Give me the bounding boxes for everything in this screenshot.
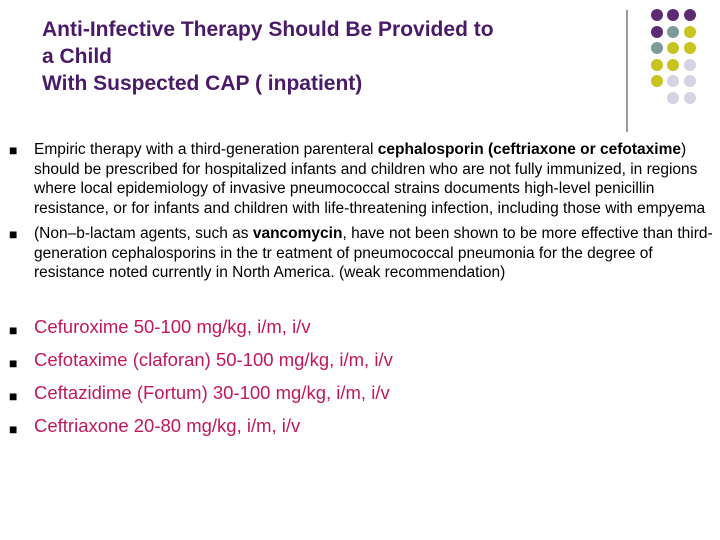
drug-item xyxy=(8,348,713,372)
square-bullet-icon: ■ xyxy=(9,387,18,404)
decorative-dot xyxy=(651,75,663,87)
square-bullet-icon: ■ xyxy=(9,321,18,338)
decorative-dot xyxy=(667,59,679,71)
text-segment: , have not been shown to be more effective than third-generation cephalosporins in the tr eatment of pneumococcal pneumonia for the degree of resistance noted currently in North America. (weak recommendation) xyxy=(34,225,713,281)
decorative-dot xyxy=(651,42,663,54)
bold-term: cephalosporin xyxy=(377,141,484,158)
decorative-dot xyxy=(667,42,679,54)
drug-item xyxy=(8,315,713,339)
decorative-dot xyxy=(651,59,663,71)
square-bullet-icon: ■ xyxy=(9,354,18,371)
decorative-dot xyxy=(684,42,696,54)
square-bullet-icon: ■ xyxy=(9,142,18,158)
decorative-dot xyxy=(667,75,679,87)
square-bullet-icon: ■ xyxy=(9,226,18,242)
drug-text: Ceftazidime (Fortum) 30-100 mg/kg, i/m, i/v xyxy=(34,381,390,403)
drug-text: Ceftriaxone 20-80 mg/kg, i/m, i/v xyxy=(34,414,301,436)
decorative-dot xyxy=(684,26,696,38)
bold-term: (ceftriaxone or cefotaxime xyxy=(488,141,681,158)
title-line: a Child xyxy=(42,45,113,68)
drug-text: Cefuroxime 50-100 mg/kg, i/m, i/v xyxy=(34,315,311,337)
title-line: Anti-Infective Therapy Should Be Provided to xyxy=(42,18,494,41)
decorative-dot xyxy=(667,9,679,21)
text-segment: (Non–b-lactam agents, such as xyxy=(34,225,253,242)
bullet-empiric-therapy xyxy=(8,140,713,218)
bold-term: vancomycin xyxy=(252,225,343,242)
decorative-dot xyxy=(684,59,696,71)
slide-title xyxy=(42,16,612,97)
text-segment: Empiric therapy with a third-generation parenteral xyxy=(34,141,378,158)
decorative-dot xyxy=(667,26,679,38)
decorative-dot xyxy=(684,9,696,21)
content-bullets xyxy=(8,140,713,447)
decorative-dot xyxy=(684,92,696,104)
decorative-dot-grid xyxy=(622,6,714,124)
drug-text: Cefotaxime (claforan) 50-100 mg/kg, i/m, i/v xyxy=(34,348,393,370)
drug-item xyxy=(8,414,713,438)
title-line: With Suspected CAP ( inpatient) xyxy=(42,72,363,95)
bullet-non-b-lactam xyxy=(8,224,713,283)
square-bullet-icon: ■ xyxy=(9,420,18,437)
decorative-dot xyxy=(684,75,696,87)
decorative-dot xyxy=(667,92,679,104)
drug-item xyxy=(8,381,713,405)
spacer xyxy=(8,289,713,315)
decorative-dot xyxy=(651,9,663,21)
text-segment: ) should be prescribed for hospitalized infants and children who are not fully immunized, in regions where local epidemiology of invasive pneumococcal strains documents high-level penicillin resistance, or for infants and children with life-threatening infection, including those with empyema xyxy=(34,141,706,217)
decorative-dot xyxy=(651,26,663,38)
